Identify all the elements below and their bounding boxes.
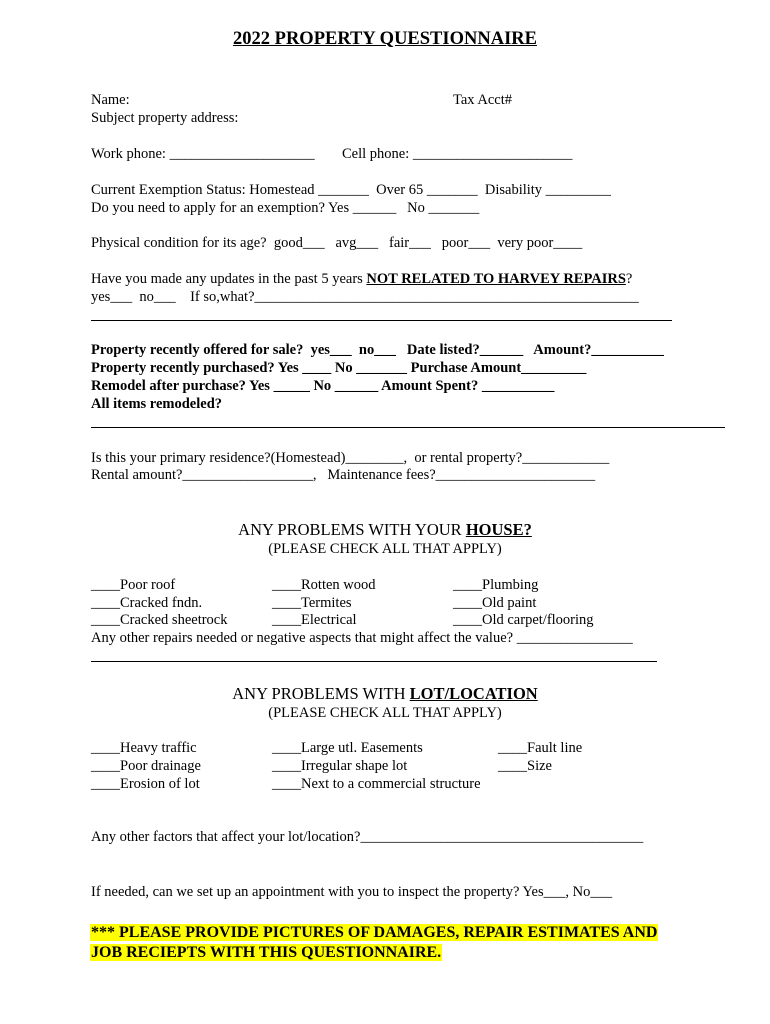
exemption-status-line[interactable]: Current Exemption Status: Homestead _______ Over 65 _______ Disability _________ xyxy=(91,182,611,198)
address-label: Subject property address: xyxy=(91,110,239,126)
updates-emphasis: NOT RELATED TO HARVEY REPAIRS xyxy=(366,271,626,287)
rental-amount-line[interactable]: Rental amount?__________________, Maintenance fees?______________________ xyxy=(91,467,596,483)
house-heading-prefix: ANY PROBLEMS WITH YOUR xyxy=(238,520,466,539)
house-check-cracked-sheetrock[interactable]: ____Cracked sheetrock xyxy=(91,612,228,628)
lot-check-irregular-shape[interactable]: ____Irregular shape lot xyxy=(272,758,408,774)
lot-other-factors-line[interactable]: Any other factors that affect your lot/location?_______________________________________ xyxy=(91,829,644,845)
notice-highlight-1: *** PLEASE PROVIDE PICTURES OF DAMAGES, REPAIR ESTIMATES AND xyxy=(91,924,658,941)
physical-condition-line[interactable]: Physical condition for its age? good___ avg___ fair___ poor___ very poor____ xyxy=(91,235,583,251)
lot-check-heavy-traffic[interactable]: ____Heavy traffic xyxy=(91,740,197,756)
page-title: 2022 PROPERTY QUESTIONNAIRE xyxy=(233,29,537,49)
cell-phone-field[interactable]: Cell phone: ______________________ xyxy=(342,146,573,162)
house-other-repairs-line[interactable]: Any other repairs needed or negative aspects that might affect the value? ________________ xyxy=(91,630,633,646)
work-phone-field[interactable]: Work phone: ____________________ xyxy=(91,146,315,162)
sale-offered-line[interactable]: Property recently offered for sale? yes___ no___ Date listed?______ Amount?__________ xyxy=(91,342,664,358)
updates-answer-line[interactable]: yes___ no___ If so,what?_____________________________________________________ xyxy=(91,289,639,305)
notice-line-2 xyxy=(90,943,442,963)
lot-heading-prefix: ANY PROBLEMS WITH xyxy=(232,684,410,703)
house-check-poor-roof[interactable]: ____Poor roof xyxy=(91,577,176,593)
remodeled-items-label: All items remodeled? xyxy=(91,396,223,412)
name-label: Name: xyxy=(91,92,130,108)
house-check-instruction: (PLEASE CHECK ALL THAT APPLY) xyxy=(268,541,502,557)
lot-check-commercial-structure[interactable]: ____Next to a commercial structure xyxy=(272,776,481,792)
lot-check-size[interactable]: ____Size xyxy=(498,758,552,774)
updates-suffix: ? xyxy=(625,271,633,287)
lot-check-erosion[interactable]: ____Erosion of lot xyxy=(91,776,200,792)
lot-heading-emphasis: LOT/LOCATION xyxy=(409,684,538,703)
primary-residence-line[interactable]: Is this your primary residence?(Homestead)________, or rental property?____________ xyxy=(91,450,610,466)
house-heading-emphasis: HOUSE? xyxy=(465,520,532,539)
house-check-rotten-wood[interactable]: ____Rotten wood xyxy=(272,577,376,593)
remodeled-items-blank-line[interactable] xyxy=(91,427,725,428)
house-check-termites[interactable]: ____Termites xyxy=(272,595,352,611)
house-other-blank-line[interactable] xyxy=(91,661,657,662)
updates-prefix: Have you made any updates in the past 5 years xyxy=(91,271,367,287)
house-check-old-paint[interactable]: ____Old paint xyxy=(453,595,537,611)
house-check-plumbing[interactable]: ____Plumbing xyxy=(453,577,539,593)
lot-check-fault-line[interactable]: ____Fault line xyxy=(498,740,583,756)
house-problems-heading xyxy=(0,521,770,538)
lot-check-poor-drainage[interactable]: ____Poor drainage xyxy=(91,758,201,774)
house-check-old-carpet[interactable]: ____Old carpet/flooring xyxy=(453,612,594,628)
sale-purchased-line[interactable]: Property recently purchased? Yes ____ No _______ Purchase Amount_________ xyxy=(91,360,587,376)
notice-line-1 xyxy=(90,923,658,943)
remodel-line[interactable]: Remodel after purchase? Yes _____ No ______ Amount Spent? __________ xyxy=(91,378,555,394)
tax-acct-label: Tax Acct# xyxy=(453,92,512,108)
lot-check-easements[interactable]: ____Large utl. Easements xyxy=(272,740,423,756)
lot-problems-heading xyxy=(0,685,770,702)
exemption-apply-line[interactable]: Do you need to apply for an exemption? Yes ______ No _______ xyxy=(91,200,480,216)
updates-blank-line[interactable] xyxy=(91,320,672,321)
house-check-cracked-fndn[interactable]: ____Cracked fndn. xyxy=(91,595,203,611)
inspection-appointment-line[interactable]: If needed, can we set up an appointment with you to inspect the property? Yes___, No___ xyxy=(91,884,613,900)
notice-highlight-2: JOB RECIEPTS WITH THIS QUESTIONNAIRE. xyxy=(91,944,442,961)
house-check-electrical[interactable]: ____Electrical xyxy=(272,612,357,628)
updates-question xyxy=(91,271,632,288)
lot-check-instruction: (PLEASE CHECK ALL THAT APPLY) xyxy=(268,705,502,721)
